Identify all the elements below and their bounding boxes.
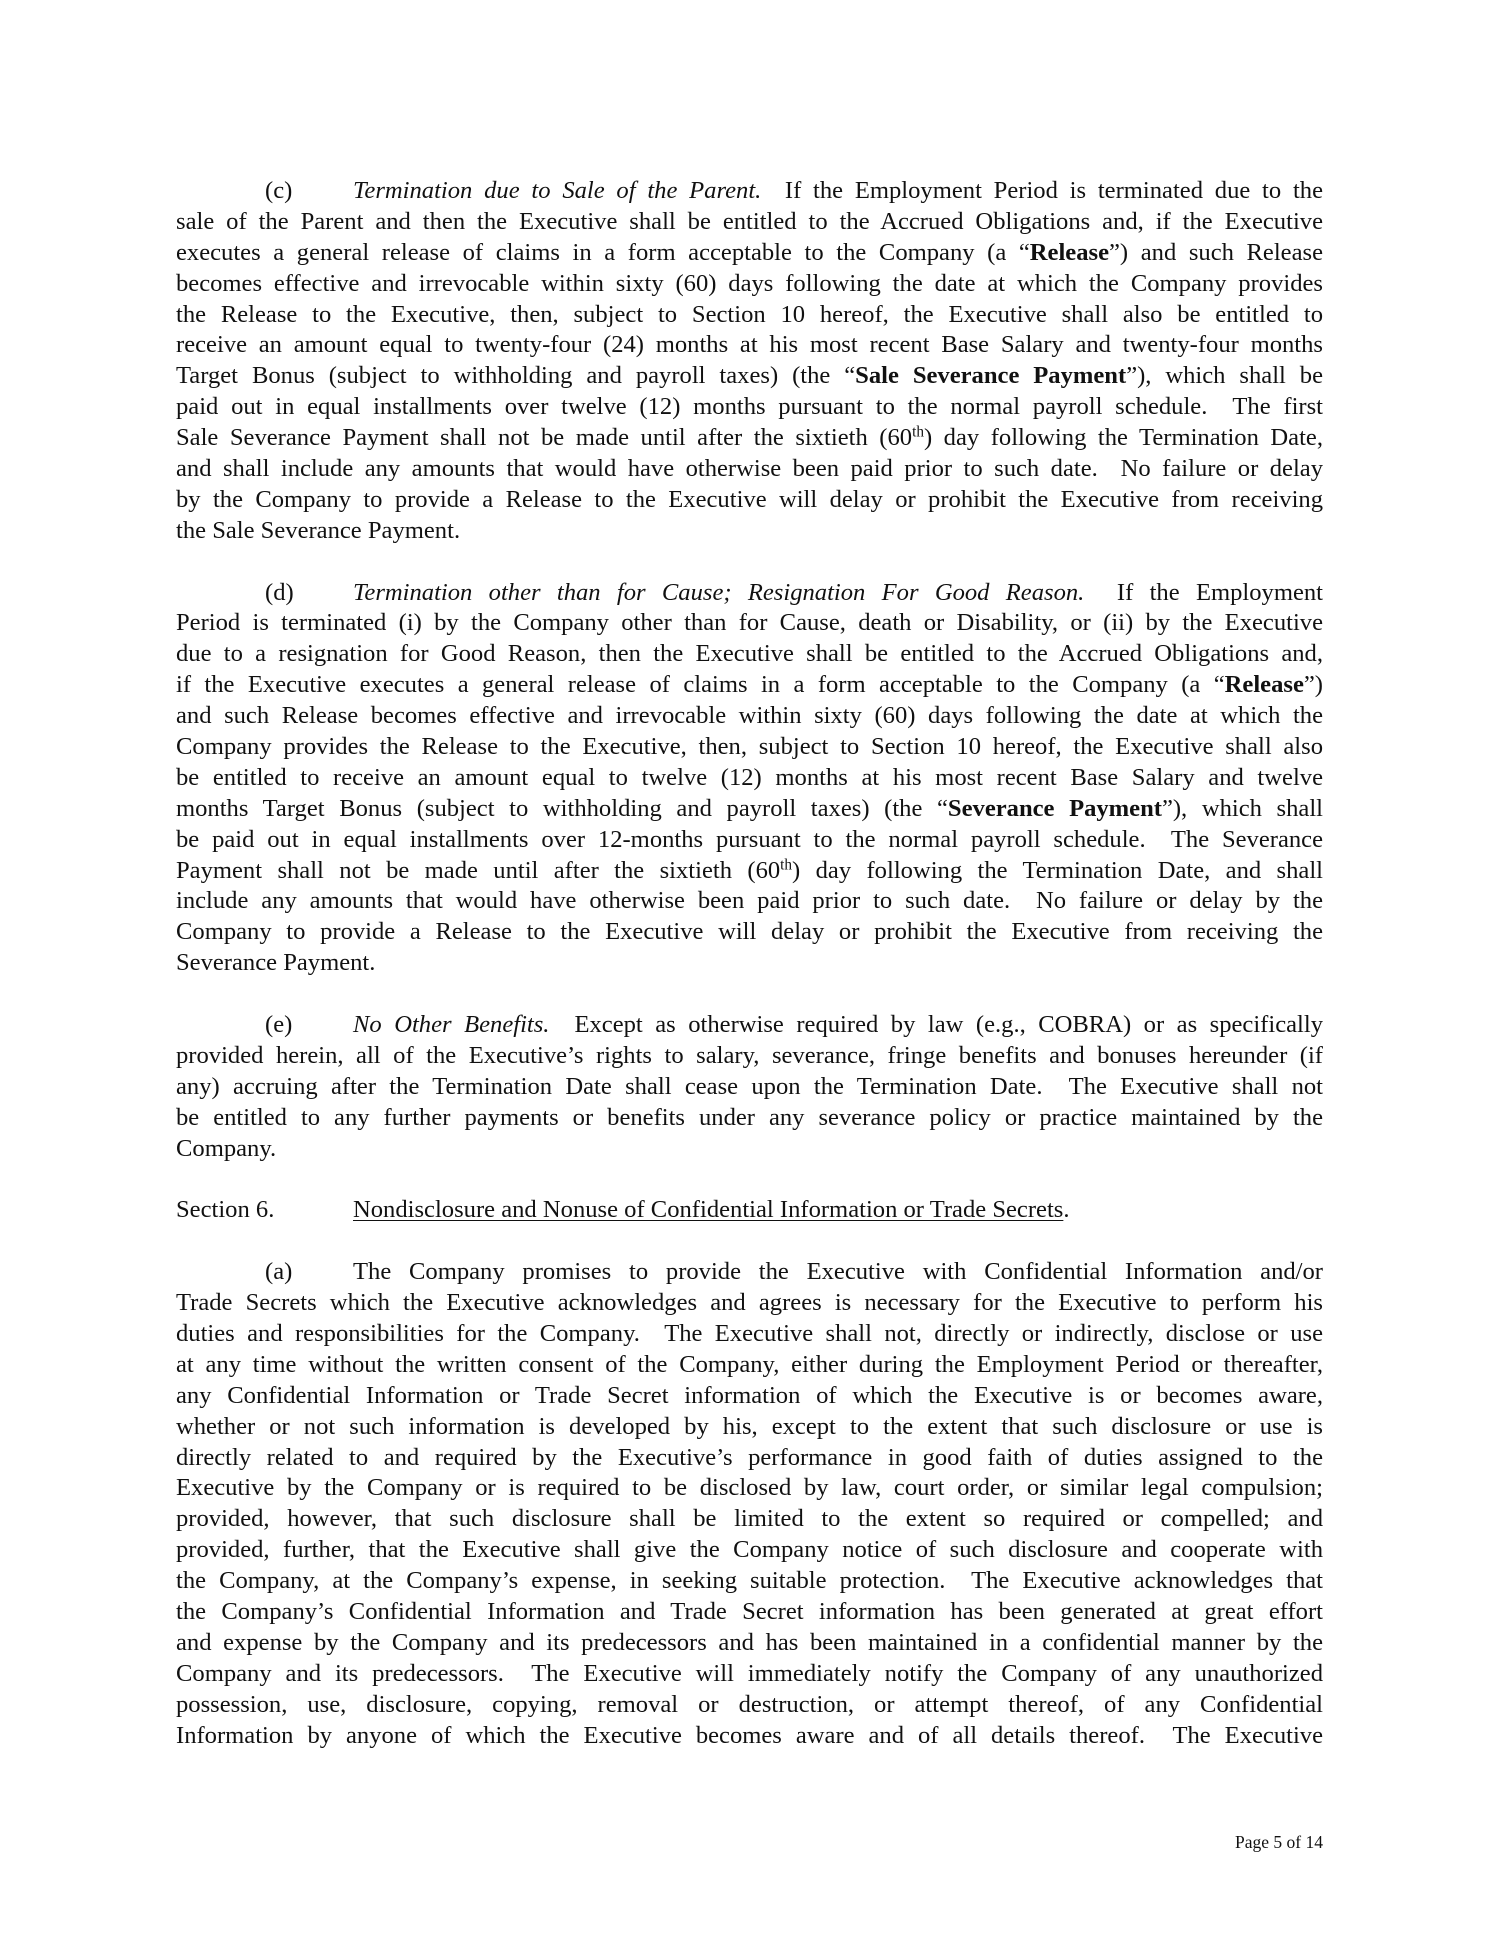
section-number: Section 6. [176,1196,275,1224]
text-run: if the Executive executes a general release of claims in a form acceptable to the Company (a “ [176,671,1225,699]
text-run: be entitled to receive an amount equal to twelve (12) months at his most recent Base Salary and twelve [176,763,1323,791]
text-run: Target Bonus (subject to withholding and payroll taxes) (the “ [176,362,856,390]
text-run: Company provides the Release to the Executive, then, subject to Section 10 hereof, the Executive shall also [176,733,1323,761]
paragraph-5e [176,1010,1323,1164]
text-run: ”) and such Release [1109,238,1323,266]
text-run: Payment shall not be made until after the sixtieth (60 [176,856,781,884]
text-run: The Company promises to provide the Executive with Confidential Information and/or [353,1258,1323,1286]
text-run: Company to provide a Release to the Executive will delay or prohibit the Executive from receiving the [176,918,1323,946]
paragraph-label: (e) [265,1011,293,1039]
text-run: Severance Payment. [176,949,376,977]
text-run: provided herein, all of the Executive’s rights to salary, severance, fringe benefits and bonuses hereunder (if [176,1041,1323,1069]
text-line [176,516,1323,547]
text-line [176,1103,1323,1134]
document-body [176,176,1323,1751]
text-line [176,1041,1323,1072]
text-line [176,856,1323,887]
text-line [176,1412,1323,1443]
text-run: the Company’s Confidential Information and Trade Secret information has been generated at great effort [176,1597,1323,1625]
text-line [176,886,1323,917]
paragraph-heading: Termination other than for Cause; Resignation For Good Reason. [353,578,1085,606]
text-run: executes a general release of claims in a form acceptable to the Company (a “ [176,238,1030,266]
text-line [176,361,1323,392]
section-title: Nondisclosure and Nonuse of Confidential Information or Trade Secrets [353,1196,1064,1224]
text-line [176,1319,1323,1350]
section-title-period: . [1063,1196,1070,1224]
text-line [176,454,1323,485]
text-line [176,300,1323,331]
text-line [176,825,1323,856]
text-line [176,1288,1323,1319]
text-line [176,1628,1323,1659]
defined-term: Release [1224,671,1304,699]
text-line [176,578,1323,609]
text-line [176,176,1323,207]
text-line [176,269,1323,300]
text-run: be entitled to any further payments or benefits under any severance policy or practice maintained by the [176,1103,1323,1131]
text-run: ”), which shall be [1126,362,1324,390]
paragraph-heading: No Other Benefits. [353,1011,550,1039]
text-run: the Company, at the Company’s expense, in seeking suitable protection. The Executive acknowledges that [176,1567,1323,1595]
text-run: becomes effective and irrevocable within sixty (60) days following the date at which the Company provides [176,269,1323,297]
paragraph-5d [176,578,1323,980]
text-run: ”) [1303,671,1323,699]
text-line [176,763,1323,794]
defined-term: Sale Severance Payment [855,362,1127,390]
paragraph-spacer [176,979,1323,1010]
text-run: If the Employment [1084,578,1323,606]
text-line [176,1443,1323,1474]
text-run: be paid out in equal installments over 12-months pursuant to the normal payroll schedule. The Severance [176,825,1323,853]
text-run: the Release to the Executive, then, subject to Section 10 hereof, the Executive shall also be entitled to [176,300,1323,328]
text-run: months Target Bonus (subject to withholding and payroll taxes) (the “ [176,794,948,822]
text-run: at any time without the written consent of the Company, either during the Employment Period or thereafter, [176,1350,1323,1378]
text-run: Company. [176,1134,277,1162]
paragraph-spacer [176,1165,1323,1196]
paragraph-5c [176,176,1323,547]
text-run: any) accruing after the Termination Date shall cease upon the Termination Date. The Executive shall not [176,1072,1323,1100]
text-line [176,1257,1323,1288]
defined-term: Release [1029,238,1110,266]
paragraph-label: (c) [265,177,293,204]
paragraph-heading: Termination due to Sale of the Parent. [353,177,762,204]
text-run: Period is terminated (i) by the Company other than for Cause, death or Disability, or (ii) by the Executive [176,609,1323,637]
text-line [176,917,1323,948]
text-run: Sale Severance Payment shall not be made until after the sixtieth (60 [176,424,913,452]
text-run: paid out in equal installments over twelve (12) months pursuant to the normal payroll schedule. The first [176,393,1323,421]
text-line [176,948,1323,979]
text-run: ) day following the Termination Date, and shall [792,856,1323,884]
text-line [176,1690,1323,1721]
section-6-heading [176,1195,1323,1226]
text-line [176,1504,1323,1535]
text-run: provided, however, that such disclosure shall be limited to the extent so required or compelled; and [176,1505,1323,1533]
text-line [176,608,1323,639]
paragraph-label: (a) [265,1258,293,1286]
text-run: ) day following the Termination Date, [923,424,1323,452]
text-line [176,1535,1323,1566]
ordinal-superscript: th [912,423,924,441]
text-line [176,423,1323,454]
text-run: due to a resignation for Good Reason, then the Executive shall be entitled to the Accrued Obligations and, [176,640,1323,668]
text-line [176,392,1323,423]
paragraph-spacer [176,547,1323,578]
paragraph-6a [176,1257,1323,1751]
text-run: provided, further, that the Executive shall give the Company notice of such disclosure and cooperate with [176,1536,1323,1564]
text-run: and such Release becomes effective and irrevocable within sixty (60) days following the date at which the [176,702,1323,730]
text-line [176,1659,1323,1690]
text-line [176,485,1323,516]
text-run: Trade Secrets which the Executive acknowledges and agrees is necessary for the Executive to perform his [176,1289,1323,1317]
text-run: Company and its predecessors. The Executive will immediately notify the Company of any unauthorized [176,1659,1323,1687]
text-line [176,1566,1323,1597]
text-line [176,670,1323,701]
page-number: Page 5 of 14 [1235,1832,1323,1852]
text-run: ”), which shall [1161,794,1323,822]
text-line [176,1350,1323,1381]
text-run: and expense by the Company and its predecessors and has been maintained in a confidential manner by the [176,1628,1323,1656]
text-line [176,1010,1323,1041]
text-line [176,330,1323,361]
text-run: by the Company to provide a Release to the Executive will delay or prohibit the Executive from receiving [176,485,1323,513]
defined-term: Severance Payment [947,794,1162,822]
text-run: whether or not such information is developed by his, except to the extent that such disclosure or use is [176,1412,1323,1440]
text-run: receive an amount equal to twenty-four (24) months at his most recent Base Salary and twenty-four months [176,331,1323,359]
text-run: Executive by the Company or is required to be disclosed by law, court order, or similar legal compulsion; [176,1474,1323,1502]
text-run: include any amounts that would have otherwise been paid prior to such date. No failure or delay by the [176,887,1323,915]
text-line [176,1473,1323,1504]
text-line [176,1597,1323,1628]
text-line [176,701,1323,732]
text-line [176,1721,1323,1752]
text-run: Information by anyone of which the Executive becomes aware and of all details thereof. The Executive [176,1721,1323,1749]
text-line [176,794,1323,825]
text-run: the Sale Severance Payment. [176,516,461,544]
text-run: duties and responsibilities for the Company. The Executive shall not, directly or indirectly, disclose or use [176,1319,1323,1347]
paragraph-spacer [176,1226,1323,1257]
text-run: sale of the Parent and then the Executive shall be entitled to the Accrued Obligations and, if the Executive [176,207,1323,235]
text-line [176,1381,1323,1412]
text-run: any Confidential Information or Trade Secret information of which the Executive is or becomes aware, [176,1381,1323,1409]
text-line [176,207,1323,238]
text-line [176,639,1323,670]
text-line [176,1134,1323,1165]
text-run: If the Employment Period is terminated due to the [761,177,1323,204]
text-line [176,238,1323,269]
text-run: and shall include any amounts that would have otherwise been paid prior to such date. No failure or delay [176,455,1323,483]
text-run: directly related to and required by the Executive’s performance in good faith of duties assigned to the [176,1443,1323,1471]
text-line [176,1072,1323,1103]
ordinal-superscript: th [780,856,793,874]
text-run: possession, use, disclosure, copying, removal or destruction, or attempt thereof, of any Confidential [176,1690,1323,1718]
text-run: Except as otherwise required by law (e.g., COBRA) or as specifically [549,1011,1323,1039]
text-line [176,732,1323,763]
paragraph-label: (d) [265,578,294,606]
